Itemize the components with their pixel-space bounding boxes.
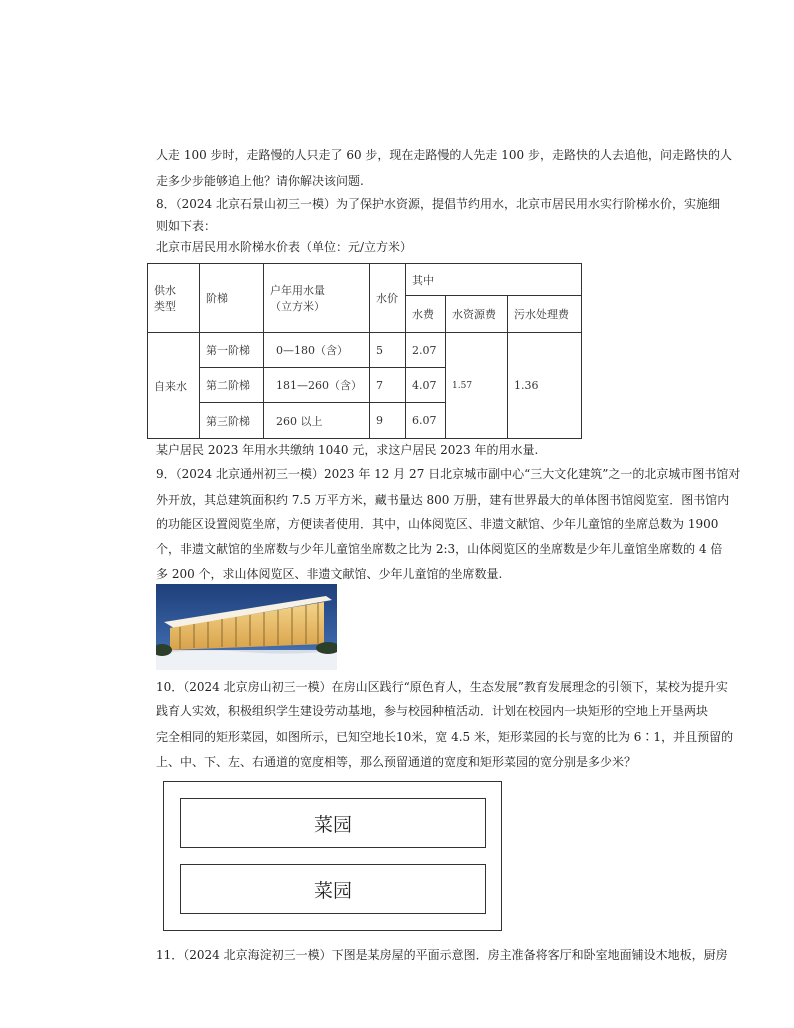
cell-price: 9 bbox=[370, 403, 406, 439]
q10-line-4: 上、中、下、左、右通道的宽度相等，那么预留通道的宽度和矩形菜园的宽分别是多少米？ bbox=[156, 755, 637, 769]
cell-usage: 260 以上 bbox=[264, 403, 370, 439]
garden-bed-bottom bbox=[180, 864, 486, 914]
header-water-fee: 水费 bbox=[406, 296, 446, 333]
garden-label: 菜园 bbox=[313, 879, 352, 902]
cell-usage: 0—180（含） bbox=[264, 333, 370, 368]
garden-diagram bbox=[163, 781, 502, 931]
header-usage: 户年用水量 （立方米） bbox=[264, 264, 370, 333]
header-supply-type: 供水 类型 bbox=[148, 264, 200, 333]
q11-line-1: 11．（2024 北京海淀初三一模）下图是某房屋的平面示意图．房主准备将客厅和卧室地面铺设木地板，厨房 bbox=[156, 948, 728, 962]
header-price: 水价 bbox=[370, 264, 406, 333]
cell-tier: 第一阶梯 bbox=[200, 333, 264, 368]
header-sewage-fee: 污水处理费 bbox=[508, 296, 582, 333]
cell-water-fee: 2.07 bbox=[406, 333, 446, 368]
q9-line-3: 的功能区设置阅览坐席，方便读者使用．其中，山体阅览区、非遗文献馆、少年儿童馆的坐席总数为 1900 bbox=[156, 517, 719, 531]
cell-price: 5 bbox=[370, 333, 406, 368]
q8-question: 某户居民 2023 年用水共缴纳 1040 元，求这户居民 2023 年的用水量. bbox=[156, 443, 539, 457]
header-resource-fee: 水资源费 bbox=[446, 296, 508, 333]
q8-table-title: 北京市居民用水阶梯水价表（单位：元/立方米） bbox=[156, 240, 413, 254]
header-tier: 阶梯 bbox=[200, 264, 264, 333]
cell-usage: 181—260（含） bbox=[264, 368, 370, 403]
q7-line-2: 走多少步能够追上他？请你解决该问题. bbox=[156, 174, 364, 188]
cell-water-fee: 4.07 bbox=[406, 368, 446, 403]
cell-tier: 第二阶梯 bbox=[200, 368, 264, 403]
q10-line-2: 践育人实效，积极组织学生建设劳动基地，参与校园种植活动．计划在校园内一块矩形的空地上开垦两块 bbox=[156, 704, 709, 718]
q9-line-5: 多 200 个，求山体阅览区、非遗文献馆、少年儿童馆的坐席数量. bbox=[156, 567, 503, 581]
library-photo bbox=[156, 584, 337, 670]
cell-tier: 第三阶梯 bbox=[200, 403, 264, 439]
garden-label: 菜园 bbox=[313, 813, 352, 836]
q8-line-1: 8．（2024 北京石景山初三一模）为了保护水资源，提倡节约用水，北京市居民用水实行阶梯水价，实施细 bbox=[156, 197, 720, 211]
q10-line-3: 完全相同的矩形菜园，如图所示，已知空地长10米，宽 4.5 米，矩形菜园的长与宽的比为 6∶1，并且预留的 bbox=[156, 730, 734, 744]
q8-line-2: 则如下表： bbox=[156, 219, 217, 233]
q9-line-1: 9．（2024 北京通州初三一模）2023 年 12 月 27 日北京城市副中心“三大文化建筑”之一的北京城市图书馆对 bbox=[156, 467, 741, 481]
cell-water-fee: 6.07 bbox=[406, 403, 446, 439]
water-price-table bbox=[147, 263, 582, 439]
garden-bed-top bbox=[180, 798, 486, 848]
q10-line-1: 10．（2024 北京房山初三一模）在房山区践行“原色育人，生态发展”教育发展理念的引领下，某校为提升实 bbox=[156, 680, 728, 694]
cell-supply-type: 自来水 bbox=[148, 333, 200, 439]
q7-line-1: 人走 100 步时，走路慢的人只走了 60 步，现在走路慢的人先走 100 步，走路快的人去追他，问走路快的人 bbox=[156, 148, 732, 162]
q9-line-4: 个，非遗文献馆的坐席数与少年儿童馆坐席数之比为 2:3，山体阅览区的坐席数是少年儿童馆坐席数的 4 倍 bbox=[156, 542, 723, 556]
cell-resource-fee: 1.57 bbox=[446, 333, 508, 439]
cell-sewage-fee: 1.36 bbox=[508, 333, 582, 439]
q9-line-2: 外开放，其总建筑面积约 7.5 万平方米，藏书量达 800 万册，建有世界最大的单体图书馆阅览室．图书馆内 bbox=[156, 493, 730, 507]
cell-price: 7 bbox=[370, 368, 406, 403]
table-row bbox=[148, 333, 582, 368]
header-among: 其中 bbox=[406, 264, 582, 296]
